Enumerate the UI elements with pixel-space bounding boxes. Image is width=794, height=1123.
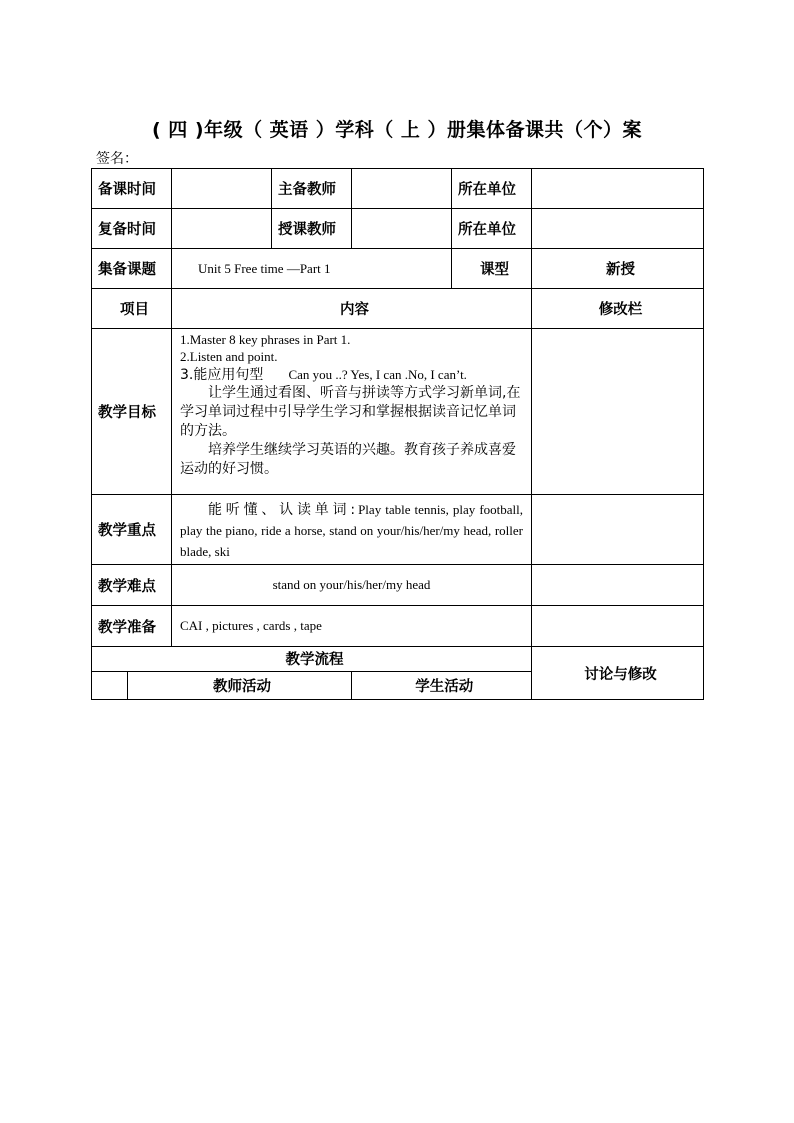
goal-paragraph-2: 培养学生继续学习英语的兴趣。教育孩子养成喜爱运动的好习惯。 <box>180 442 516 477</box>
keypoints-label: 教学重点 <box>92 495 172 565</box>
unit-label-2: 所在单位 <box>452 209 532 249</box>
lesson-type-value: 新授 <box>532 249 704 289</box>
header-row <box>92 289 704 329</box>
signature-label: 签名： <box>96 151 138 167</box>
prep-label: 教学准备 <box>92 606 172 647</box>
prep-time-row <box>92 169 704 209</box>
teacher-activity-header: 教师活动 <box>127 671 351 699</box>
lead-teacher-value <box>352 169 452 209</box>
student-activity-header: 学生活动 <box>415 678 474 695</box>
difficulty-revise <box>532 565 704 606</box>
prep-revise <box>532 606 704 647</box>
lesson-type-label: 课型 <box>452 249 532 289</box>
goal-line-2: 2.Listen and point. <box>180 349 278 364</box>
content-header: 内容 <box>172 289 532 329</box>
lesson-plan-table <box>91 168 704 700</box>
flow-row <box>92 647 704 700</box>
keypoints-content: 能听懂、认读单词:Play table tennis, play football, play the piano, ride a horse, stand on your/his/her/my head, roller blade, ski <box>172 495 532 565</box>
keypoints-revise <box>532 495 704 565</box>
prep-content: CAI , pictures , cards , tape <box>172 606 532 647</box>
keypoints-row <box>92 495 704 565</box>
unit-value-1 <box>532 169 704 209</box>
goals-row <box>92 329 704 495</box>
review-time-value <box>172 209 272 249</box>
lead-teacher-label: 主备教师 <box>272 169 352 209</box>
flow-title: 教学流程 <box>92 647 531 671</box>
difficulty-label: 教学难点 <box>92 565 172 606</box>
goals-revise <box>532 329 704 495</box>
discussion-header: 讨论与修改 <box>532 647 704 700</box>
item-header: 项目 <box>92 289 172 329</box>
flow-cell <box>92 647 532 700</box>
review-time-label: 复备时间 <box>92 209 172 249</box>
prep-row <box>92 606 704 647</box>
difficulty-row <box>92 565 704 606</box>
goals-content <box>172 329 532 495</box>
topic-row <box>92 249 704 289</box>
difficulty-content: stand on your/his/her/my head <box>172 565 532 606</box>
goal-line-3: 3.能应用句型 Can you ..? Yes, I can .No, I can’t. <box>180 367 467 383</box>
topic-label: 集备课题 <box>92 249 172 289</box>
unit-value-2 <box>532 209 704 249</box>
teaching-teacher-label: 授课教师 <box>272 209 352 249</box>
teaching-teacher-value <box>352 209 452 249</box>
revise-header: 修改栏 <box>532 289 704 329</box>
goal-line-1: 1.Master 8 key phrases in Part 1. <box>180 332 351 347</box>
document-title: ( 四 )年级（ 英语 ）学科（ 上 ）册集体备课共（个）案 <box>151 119 643 141</box>
goals-label: 教学目标 <box>92 329 172 495</box>
unit-label-1: 所在单位 <box>452 169 532 209</box>
prep-time-label: 备课时间 <box>92 169 172 209</box>
prep-time-value <box>172 169 272 209</box>
flow-subtable <box>92 647 531 699</box>
goal-paragraph-1: 让学生通过看图、听音与拼读等方式学习新单词,在学习单词过程中引导学生学习和掌握根据读音记忆单词的方法。 <box>180 385 521 439</box>
topic-value: Unit 5 Free time —Part 1 <box>172 249 452 289</box>
flow-blank <box>92 671 127 699</box>
review-time-row <box>92 209 704 249</box>
